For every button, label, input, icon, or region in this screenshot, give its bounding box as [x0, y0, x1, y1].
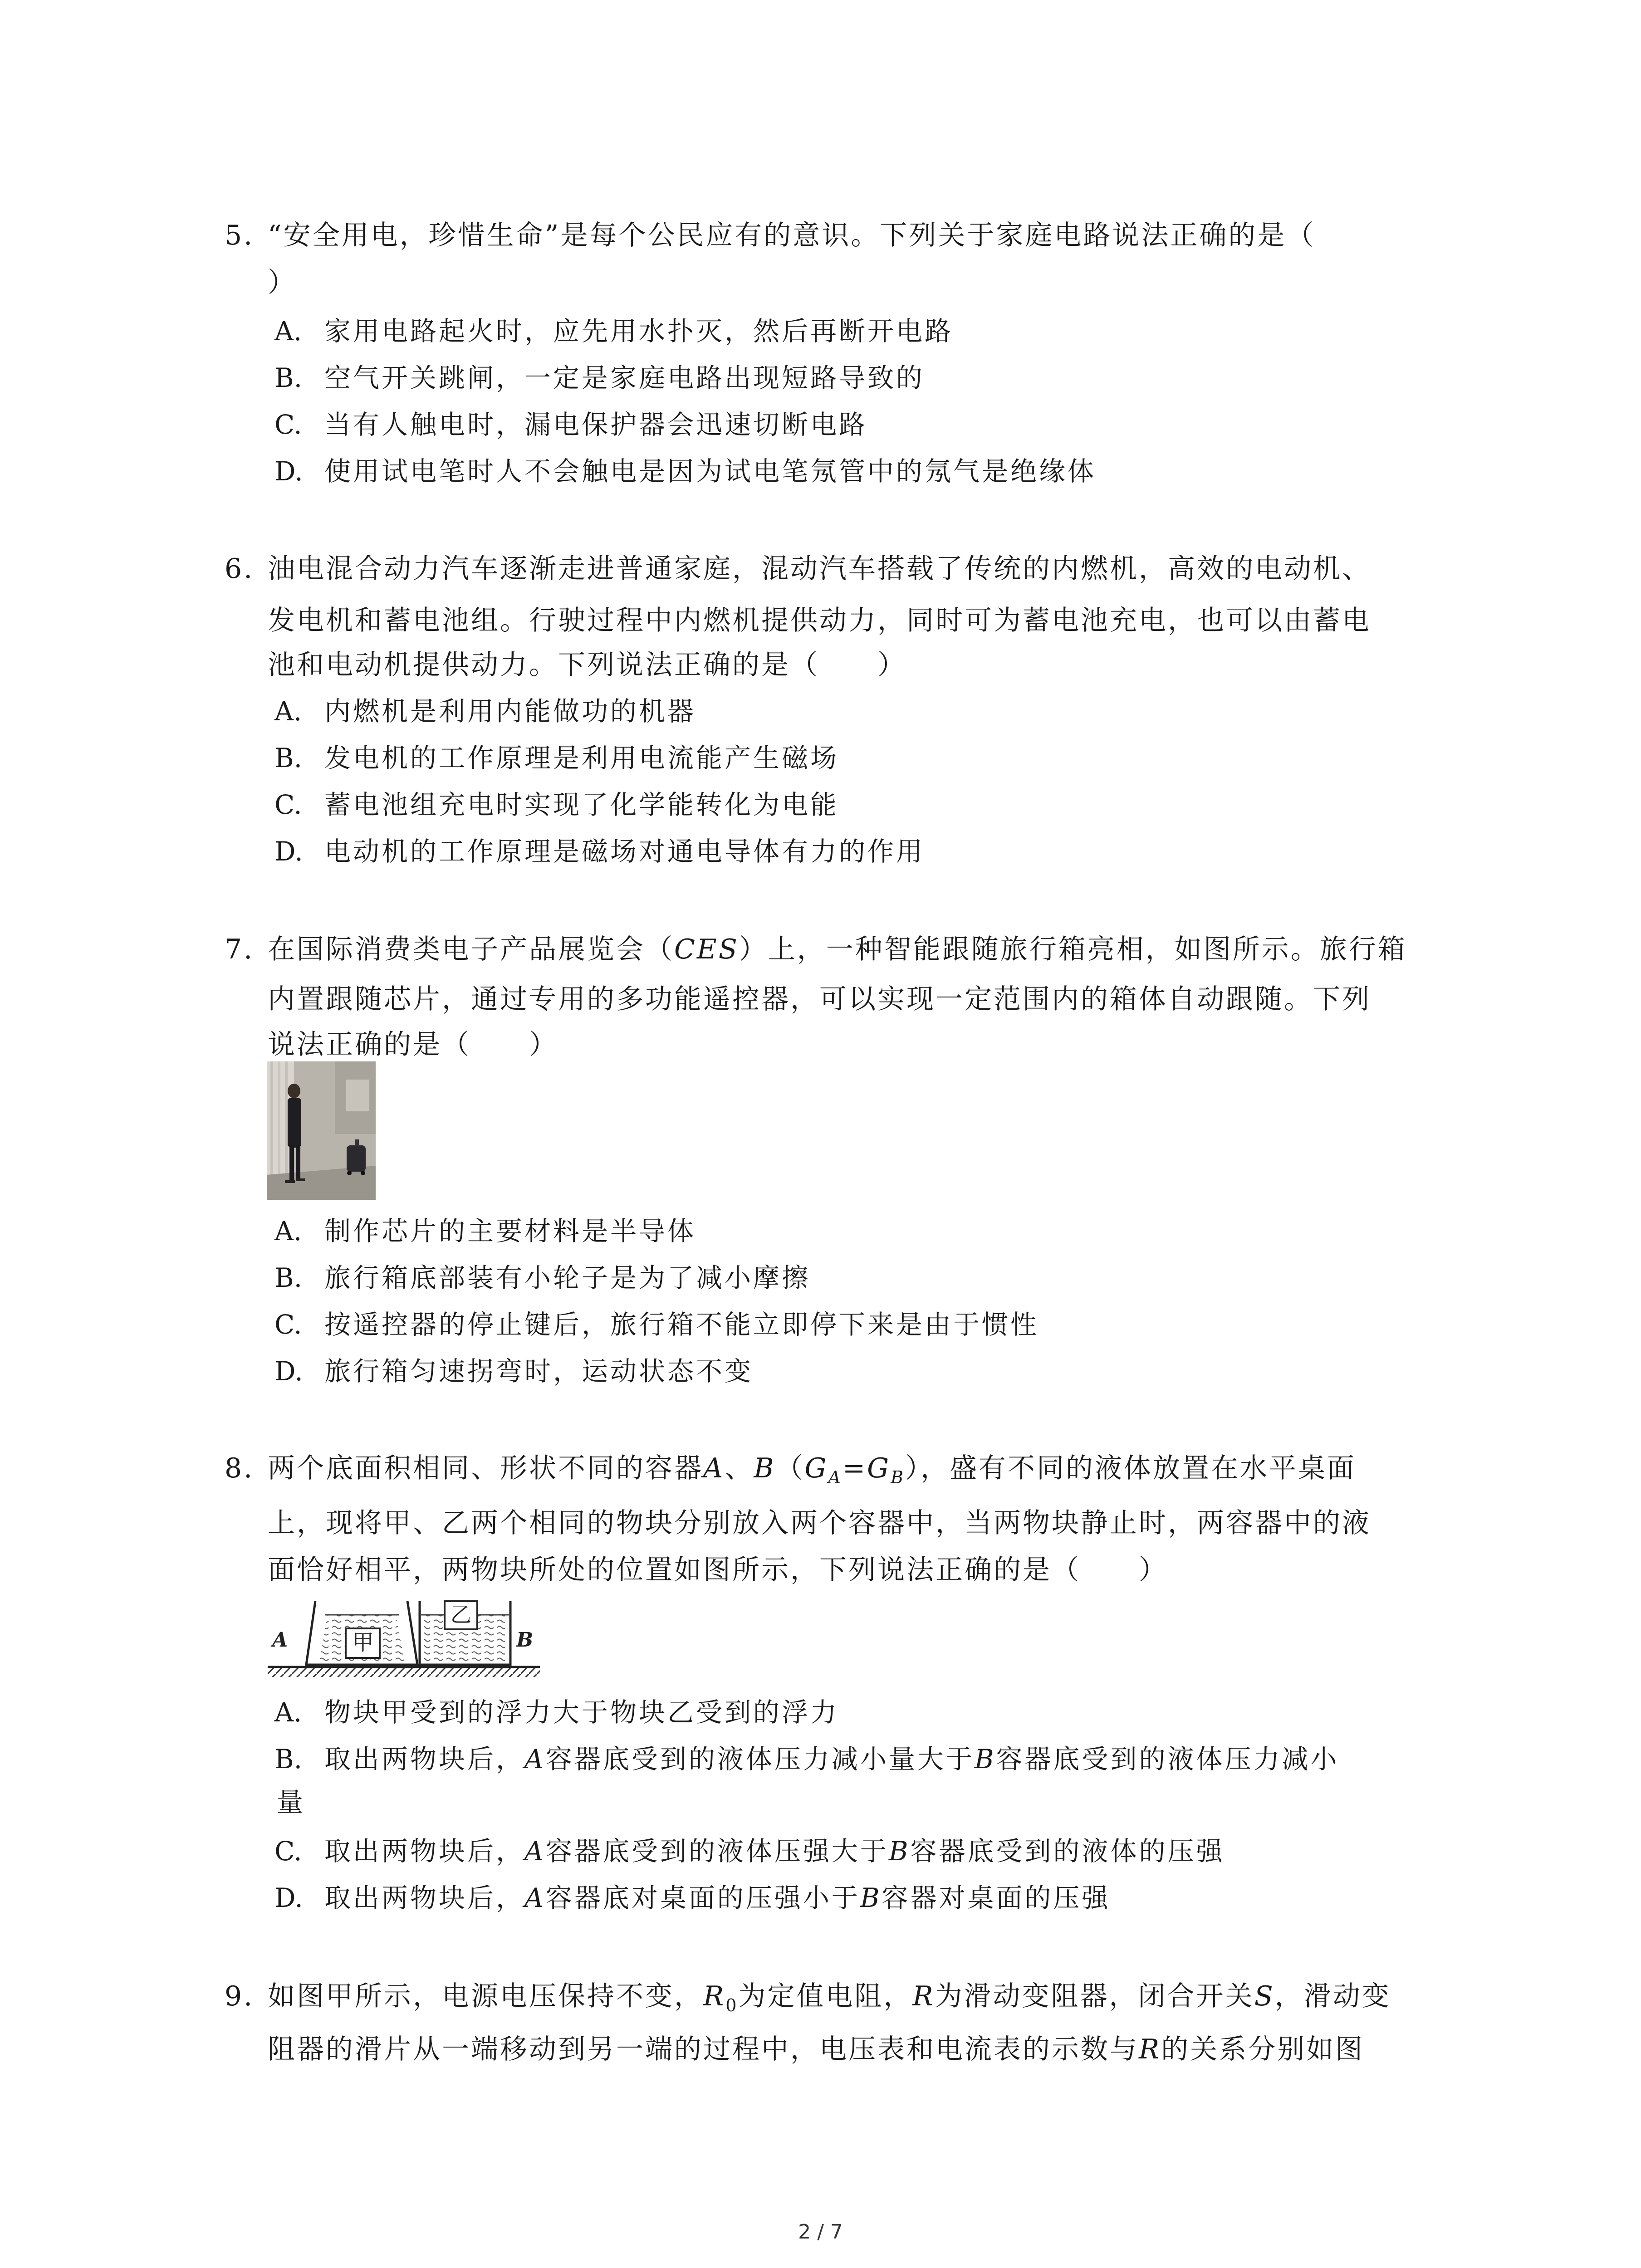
option-d: D. 电动机的工作原理是磁场对通电导体有力的作用 [274, 836, 925, 867]
question-5 [225, 212, 1450, 259]
question-7-line-3: 说法正确的是（ ） [268, 1029, 558, 1061]
question-number: 7. [225, 934, 255, 965]
question-number: 5. [225, 220, 255, 251]
container-diagram [268, 1592, 540, 1685]
question-6 [225, 546, 1450, 592]
option-b: B. 空气开关跳闸，一定是家庭电路出现短路导致的 [274, 362, 925, 393]
question-9-line-2: 阻器的滑片从一端移动到另一端的过程中，电压表和电流表的示数与R的关系分别如图 [268, 2033, 1365, 2065]
container-a-label: A [272, 1628, 288, 1652]
option-b: B. 取出两物块后，A容器底受到的液体压力减小量大于B容器底受到的液体压力减小 [274, 1744, 1339, 1774]
question-text: 油电混合动力汽车逐渐走进普通家庭，混动汽车搭载了传统的内燃机，高效的电动机、 [268, 553, 1371, 585]
question-7: 7. 在国际消费类电子产品展览会（CES）上，一种智能跟随旅行箱亮相，如图所示。旅行箱 [225, 926, 1450, 973]
question-8-line-2: 上，现将甲、乙两个相同的物块分别放入两个容器中，当两物块静止时，两容器中的液 [268, 1507, 1371, 1539]
option-c: C. 取出两物块后，A容器底受到的液体压强大于B容器底受到的液体的压强 [274, 1836, 1225, 1867]
question-8: 8. 两个底面积相同、形状不同的容器A、$B(G_A=G_B)$，盛有不同的液体放置在水平桌面 [225, 1445, 1450, 1501]
option-a: A. 制作芯片的主要材料是半导体 [274, 1216, 696, 1246]
suitcase-photo [267, 1061, 376, 1200]
page-number: 2 / 7 [798, 2220, 843, 2244]
question-6-line-3: 池和电动机提供动力。下列说法正确的是（ ） [268, 649, 906, 681]
question-7-line-2: 内置跟随芯片，通过专用的多功能遥控器，可以实现一定范围内的箱体自动跟随。下列 [268, 983, 1371, 1015]
option-b: B. 旅行箱底部装有小轮子是为了减小摩擦 [274, 1262, 811, 1293]
option-c: C. 蓄电池组充电时实现了化学能转化为电能 [274, 789, 839, 820]
ces-abbreviation: CES [674, 934, 739, 965]
option-d: D. 使用试电笔时人不会触电是因为试电笔氖管中的氖气是绝缘体 [274, 456, 1097, 487]
option-a: A. 内燃机是利用内能做功的机器 [274, 696, 696, 727]
container-b-label: B [516, 1628, 534, 1652]
option-b-continuation: 量 [277, 1787, 306, 1818]
option-a: A. 家用电路起火时，应先用水扑灭，然后再断开电路 [274, 316, 954, 347]
option-c: C. 当有人触电时，漏电保护器会迅速切断电路 [274, 409, 868, 440]
option-b: B. 发电机的工作原理是利用电流能产生磁场 [274, 743, 839, 773]
option-d: D. 取出两物块后，A容器底对桌面的压强小于B容器对桌面的压强 [274, 1882, 1111, 1913]
question-number: 9. [225, 1980, 255, 2012]
block-yi-label: 乙 [451, 1603, 471, 1627]
option-a: A. 物块甲受到的浮力大于物块乙受到的浮力 [274, 1697, 839, 1728]
block-jia-label: 甲 [352, 1630, 374, 1655]
question-text: “安全用电，珍惜生命”是每个公民应有的意识。下列关于家庭电路说法正确的是（ [268, 220, 1316, 251]
question-5-continuation: ） [268, 267, 297, 298]
option-c: C. 按遥控器的停止键后，旅行箱不能立即停下来是由于惯性 [274, 1309, 1039, 1340]
question-number: 8. [225, 1452, 255, 1484]
question-9: 9. 如图甲所示，电源电压保持不变，$R_0$为定值电阻，R为滑动变阻器，闭合开关S，滑动变 [225, 1973, 1450, 2028]
question-6-line-2: 发电机和蓄电池组。行驶过程中内燃机提供动力，同时可为蓄电池充电，也可以由蓄电 [268, 605, 1371, 636]
question-number: 6. [225, 553, 255, 585]
option-d: D. 旅行箱匀速拐弯时，运动状态不变 [274, 1356, 754, 1387]
question-8-line-3: 面恰好相平，两物块所处的位置如图所示，下列说法正确的是（ ） [268, 1554, 1168, 1586]
